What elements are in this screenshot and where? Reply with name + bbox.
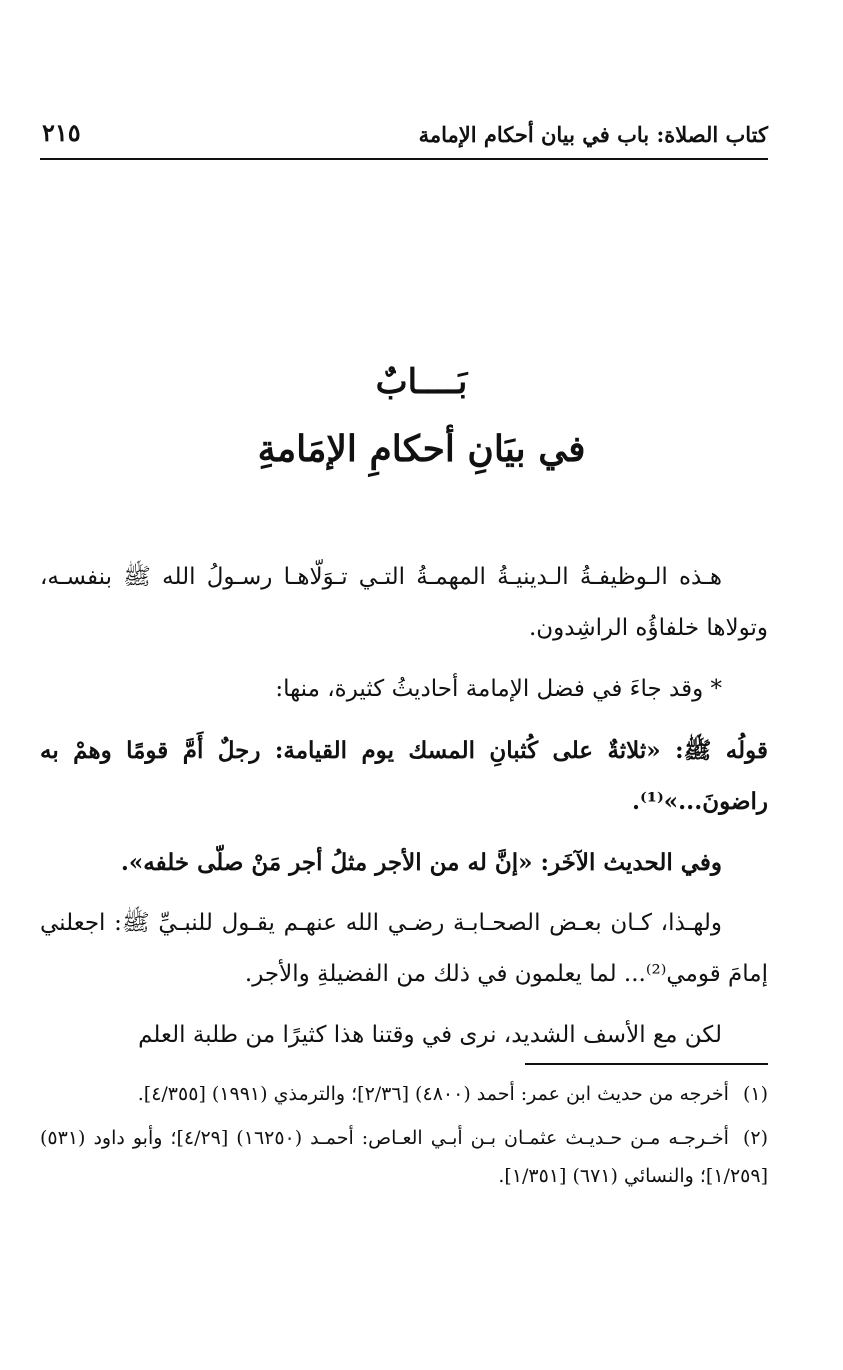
page-number: ٢١٥: [42, 118, 81, 147]
footnotes: [40, 1075, 768, 1201]
paragraph-hadith-1: قولُه ﷺ: «ثلاثةٌ على كُثبانِ المسك يوم القيامة: رجلٌ أَمَّ قومًا وهمْ به راضونَ...»⁽¹⁾.: [40, 737, 768, 815]
chapter-label: بَــــابٌ: [375, 362, 468, 402]
main-text: [40, 552, 768, 1071]
footnote-text: أخـرجـه مـن حـديـث عثمـان بـن أبـي العـاص: أحمـد (١٦٢٥٠) [٤/٢٩]؛ وأبو داود (٥٣١) [١/٢٥٩]؛ والنسائي (٦٧١) [١/٣٥١].: [40, 1127, 768, 1187]
footnote-number: (٢): [742, 1127, 769, 1149]
footnote-number: (١): [742, 1083, 768, 1105]
running-title: كتاب الصلاة: باب في بيان أحكام الإمامة: [418, 122, 768, 147]
paragraph-hadith-2: وفي الحديث الآخَر: «إنَّ له من الأجر مثلُ أجر مَنْ صلّى خلفه».: [120, 849, 722, 876]
footnote-1: [40, 1075, 768, 1113]
footnote-text: أخرجه من حديث ابن عمر: أحمد (٤٨٠٠) [٢/٣٦]؛ والترمذي (١٩٩١) [٤/٣٥٥].: [137, 1083, 729, 1105]
running-header: [40, 118, 768, 160]
paragraph-hadith-intro: * وقد جاءَ في فضل الإمامة أحاديثُ كثيرة، منها:: [275, 676, 722, 702]
paragraph-companions: ولهـذا، كـان بعـض الصحـابـة رضـي الله عنهـم يقـول للنبـيِّ ﷺ: اجعلني إمامَ قومي⁽²⁾... لما يعلمون في ذلك من الفضيلةِ والأجر.: [40, 910, 768, 987]
paragraph-continuation: لكن مع الأسف الشديد، نرى في وقتنا هذا كثيرًا من طلبة العلم: [138, 1022, 722, 1048]
paragraph-intro: هـذه الـوظيفـةُ الـدينيـةُ المهمـةُ التـي تـوَلّاهـا رسـولُ الله ﷺ بنفسـه، وتولاها خلفاؤُه الراشِدون.: [40, 564, 768, 641]
chapter-title: في بيَانِ أحكامِ الإمَامةِ: [257, 428, 586, 470]
footnote-divider: [525, 1063, 768, 1065]
footnote-2: [40, 1119, 768, 1195]
